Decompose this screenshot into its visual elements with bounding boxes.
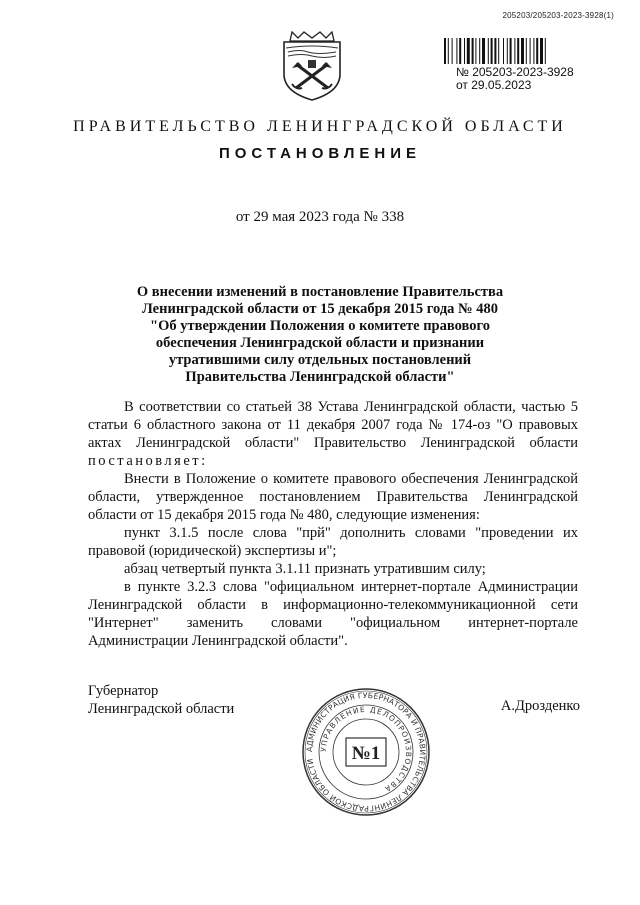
decree-body — [88, 398, 578, 650]
position-line: Губернатор — [88, 683, 159, 699]
subject-line: обеспечения Ленинградской области и признании — [155, 335, 485, 351]
official-stamp — [300, 686, 432, 818]
body-paragraph: в пункте 3.2.3 слова "официальном интернет-портале Администрации Ленинградской области в информационно-телекоммуникационной сети "Интернет" заменить словами "официальном интернет-портале Администрации Ленинградской области". — [88, 579, 578, 649]
coat-of-arms-icon — [278, 28, 346, 102]
svg-text:№1: №1 — [351, 743, 381, 764]
signatory-name: А.Дрозденко — [500, 698, 580, 714]
registration-date: от 29.05.2023 — [456, 78, 532, 92]
subject-line: О внесении изменений в постановление Правительства — [136, 284, 504, 300]
document-code: 205203/205203-2023-3928(1) — [502, 11, 614, 20]
subject-line: Правительства Ленинградской области" — [185, 369, 455, 385]
decree-word: постановляет: — [88, 453, 208, 469]
signatory-position — [88, 682, 234, 718]
government-title: ПРАВИТЕЛЬСТВО ЛЕНИНГРАДСКОЙ ОБЛАСТИ — [73, 118, 567, 135]
barcode — [444, 38, 578, 64]
body-paragraph: абзац четвертый пункта 3.1.11 признать утратившим силу; — [124, 561, 486, 577]
svg-text:АДМИНИСТРАЦИЯ ГУБЕРНАТОРА И ПР: АДМИНИСТРАЦИЯ ГУБЕРНАТОРА И ПРАВИТЕЛЬСТВА ЛЕНИНГРАДСКОЙ ОБЛАСТИ — [304, 690, 428, 814]
position-line: Ленинградской области — [88, 701, 235, 717]
document-type: ПОСТАНОВЛЕНИЕ — [218, 145, 422, 162]
preamble-paragraph — [88, 398, 578, 470]
registration-info — [456, 66, 574, 92]
body-paragraph: пункт 3.1.5 после слова "прй" дополнить словами "проведении их правовой (юридической) экспертизы и"; — [88, 525, 578, 559]
registration-number: № 205203-2023-3928 — [456, 65, 574, 79]
preamble-text: В соответствии со статьей 38 Устава Ленинградской области, частью 5 статьи 6 областного закона от 11 декабря 2007 года № 174-оз "О правовых актах Ленинградской области" Правительство Ленинградской области — [88, 399, 578, 451]
subject-line: "Об утверждении Положения о комитете правового — [150, 318, 490, 334]
subject-line: Ленинградской области от 15 декабря 2015 года № 480 — [141, 301, 499, 317]
decree-subject — [120, 284, 520, 386]
decree-date-number: от 29 мая 2023 года № 338 — [235, 209, 405, 225]
subject-line: утратившими силу отдельных постановлений — [168, 352, 472, 368]
body-paragraph: Внести в Положение о комитете правового обеспечения Ленинградской области, утвержденное постановлением Правительства Ленинградской области от 15 декабря 2015 года № 480, следующие изменения: — [88, 471, 578, 523]
svg-text:УПРАВЛЕНИЕ ДЕЛОПРОИЗВОДСТВА: УПРАВЛЕНИЕ ДЕЛОПРОИЗВОДСТВА — [318, 704, 414, 795]
